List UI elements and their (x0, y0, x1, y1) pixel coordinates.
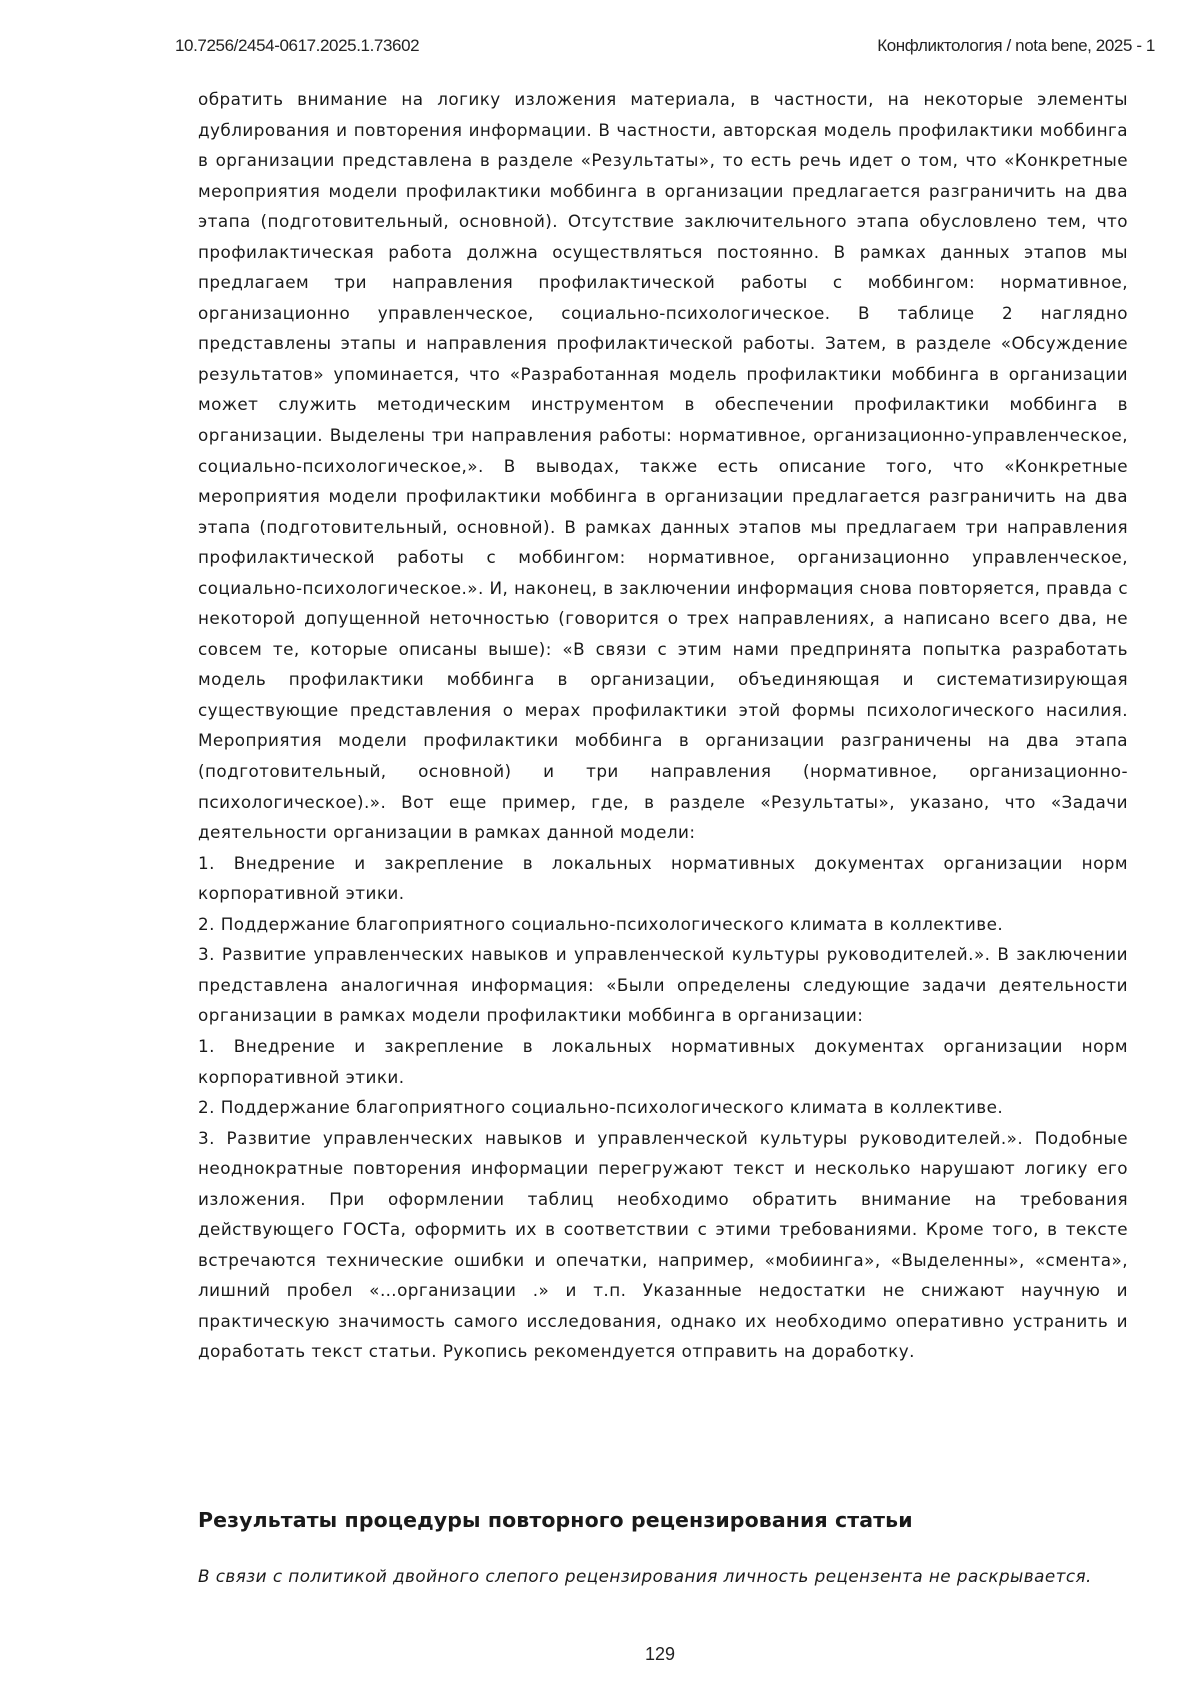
review-body (198, 84, 1128, 1367)
list-item: 2. Поддержание благоприятного социально-психологического климата в коллективе. (198, 909, 1128, 940)
page-number: 129 (0, 1644, 1200, 1665)
journal-label: Конфликтология / nota bene, 2025 - 1 (877, 36, 1155, 56)
doi-label: 10.7256/2454-0617.2025.1.73602 (175, 36, 419, 56)
paragraph: обратить внимание на логику изложения материала, в частности, на некоторые элементы дублирования и повторения информации. В частности, авторская модель профилактики моббинга в организации представлена в разделе «Результаты», то есть речь идет о том, что «Конкретные мероприятия модели профилактики моббинга в организации предлагается разграничить на два этапа (подготовительный, основной). Отсутствие заключительного этапа обусловлено тем, что профилактическая работа должна осуществляться постоянно. В рамках данных этапов мы предлагаем три направления профилактической работы с моббингом: нормативное, организационно управленческое, социально-психологическое. В таблице 2 наглядно представлены этапы и направления профилактической работы. Затем, в разделе «Обсуждение результатов» упоминается, что «Разработанная модель профилактики моббинга в организации может служить методическим инструментом в обеспечении профилактики моббинга в организации. Выделены три направления работы: нормативное, организационно-управленческое, социально-психологическое,». В выводах, также есть описание того, что «Конкретные мероприятия модели профилактики моббинга в организации предлагается разграничить на два этапа (подготовительный, основной). В рамках данных этапов мы предлагаем три направления профилактической работы с моббингом: нормативное, организационно управленческое, социально-психологическое.». И, наконец, в заключении информация снова повторяется, правда с некоторой допущенной неточностью (говорится о трех направлениях, а написано всего два, не совсем те, которые описаны выше): «В связи с этим нами предпринята попытка разработать модель профилактики моббинга в организации, объединяющая и систематизирующая существующие представления о мерах профилактики этой формы психологического насилия. Мероприятия модели профилактики моббинга в организации разграничены на два этапа (подготовительный, основной) и три направления (нормативное, организационно-психологическое).». Вот еще пример, где, в разделе «Результаты», указано, что «Задачи деятельности организации в рамках данной модели: (198, 84, 1128, 848)
list-item: 3. Развитие управленческих навыков и управленческой культуры руководителей.». Подобные неоднократные повторения информации перегружают текст и несколько нарушают логику его изложения. При оформлении таблиц необходимо обратить внимание на требования действующего ГОСТа, оформить их в соответствии с этими требованиями. Кроме того, в тексте встречаются технические ошибки и опечатки, например, «мобиинга», «Выделенны», «смента», лишний пробел «…организации .» и т.п. Указанные недостатки не снижают научную и практическую значимость самого исследования, однако их необходимо оперативно устранить и доработать текст статьи. Рукопись рекомендуется отправить на доработку. (198, 1123, 1128, 1367)
section-heading: Результаты процедуры повторного рецензирования статьи (198, 1508, 1128, 1532)
list-item: 1. Внедрение и закрепление в локальных нормативных документах организации норм корпоративной этики. (198, 1031, 1128, 1092)
list-item: 2. Поддержание благоприятного социально-психологического климата в коллективе. (198, 1092, 1128, 1123)
reviewer-note: В связи с политикой двойного слепого рецензирования личность рецензента не раскрывается. (198, 1561, 1128, 1592)
list-item: 3. Развитие управленческих навыков и управленческой культуры руководителей.». В заключении представлена аналогичная информация: «Были определены следующие задачи деятельности организации в рамках модели профилактики моббинга в организации: (198, 939, 1128, 1031)
list-item: 1. Внедрение и закрепление в локальных нормативных документах организации норм корпоративной этики. (198, 848, 1128, 909)
